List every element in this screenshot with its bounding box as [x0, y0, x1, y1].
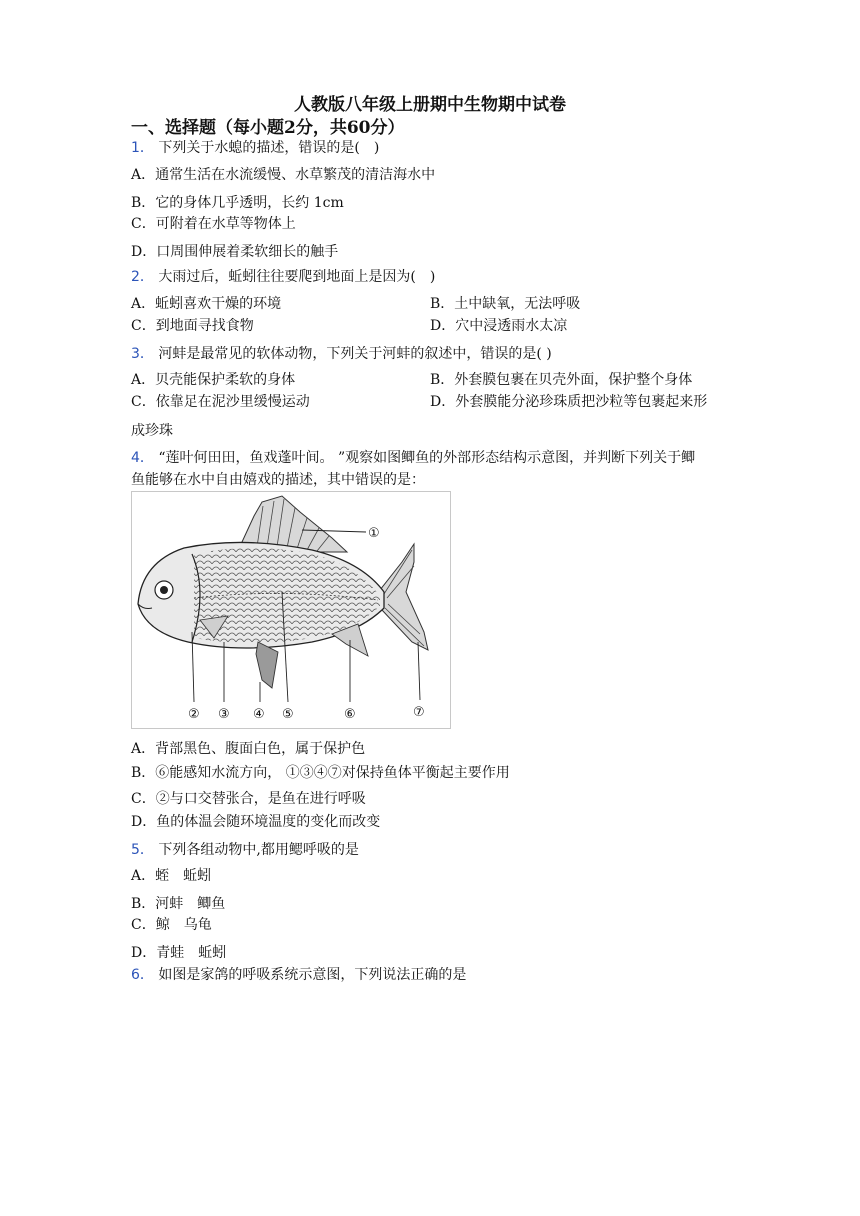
- question-number: 1．: [131, 140, 154, 156]
- question-number: 5．: [131, 842, 154, 858]
- fig-label-7: ⑦: [413, 705, 425, 720]
- question-text-continued: 鱼能够在水中自由嬉戏的描述，其中错误的是：: [131, 472, 425, 488]
- fig-label-3: ③: [218, 707, 230, 722]
- question-6: [131, 964, 466, 984]
- option-a: A．通常生活在水流缓慢、水草繁茂的清洁海水中: [131, 167, 436, 183]
- option-b: B．河蚌 鲫鱼: [131, 896, 226, 912]
- option-a: A．背部黑色、腹面白色，属于保护色: [131, 741, 366, 757]
- option-b: B．它的身体几乎透明，长约 1cm: [131, 195, 344, 211]
- option-c: C．②与口交替张合，是鱼在进行呼吸: [131, 791, 366, 807]
- question-4: [131, 447, 695, 467]
- option-c: C．可附着在水草等物体上: [131, 216, 296, 232]
- fig-label-2: ②: [188, 707, 200, 722]
- question-number: 3．: [131, 346, 154, 362]
- question-text: 如图是家鸽的呼吸系统示意图，下列说法正确的是: [158, 967, 467, 983]
- option-a: A．蛭 蚯蚓: [131, 868, 212, 884]
- fig-label-4: ④: [253, 707, 265, 722]
- question-2: [131, 266, 435, 286]
- fish-diagram: [131, 491, 451, 729]
- question-number: 2．: [131, 269, 154, 285]
- option-c: C．依靠足在泥沙里缓慢运动: [131, 394, 310, 410]
- question-number: 6．: [131, 967, 154, 983]
- fig-label-6: ⑥: [344, 707, 356, 722]
- option-b: B．土中缺氧，无法呼吸: [430, 296, 581, 312]
- question-3: [131, 343, 552, 363]
- option-c: C．鲸 乌龟: [131, 917, 212, 933]
- section-heading: 一、选择题（每小题2分，共60分）: [131, 118, 405, 138]
- question-1: [131, 137, 379, 157]
- question-text: 河蚌是最常见的软体动物，下列关于河蚌的叙述中，错误的是( ): [158, 346, 552, 362]
- question-number: 4．: [131, 450, 154, 466]
- question-text: 大雨过后，蚯蚓往往要爬到地面上是因为( ): [158, 269, 436, 285]
- option-d: D．鱼的体温会随环境温度的变化而改变: [131, 814, 381, 830]
- option-d: D．口周围伸展着柔软细长的触手: [131, 244, 339, 260]
- option-c: C．到地面寻找食物: [131, 318, 254, 334]
- fig-label-1: ①: [368, 526, 380, 541]
- option-d: D．穴中浸透雨水太凉: [430, 318, 568, 334]
- question-text: “莲叶何田田，鱼戏蓬叶间。 ”观察如图鲫鱼的外部形态结构示意图，并判断下列关于鲫: [158, 450, 696, 466]
- question-text: 下列关于水螅的描述，错误的是( ): [158, 140, 380, 156]
- option-d: D．青蛙 蚯蚓: [131, 945, 227, 961]
- option-b: B．⑥能感知水流方向， ①③④⑦对保持鱼体平衡起主要作用: [131, 765, 510, 781]
- option-d-continued: 成珍珠: [131, 423, 173, 439]
- fig-label-5: ⑤: [282, 707, 294, 722]
- option-b: B．外套膜包裹在贝壳外面，保护整个身体: [430, 372, 693, 388]
- question-5: [131, 839, 359, 859]
- page-title: 人教版八年级上册期中生物期中试卷: [294, 95, 566, 115]
- option-d: D．外套膜能分泌珍珠质把沙粒等包裹起来形: [430, 394, 708, 410]
- option-a: A．贝壳能保护柔软的身体: [131, 372, 296, 388]
- option-a: A．蚯蚓喜欢干燥的环境: [131, 296, 282, 312]
- question-text: 下列各组动物中,都用鳃呼吸的是: [158, 842, 359, 858]
